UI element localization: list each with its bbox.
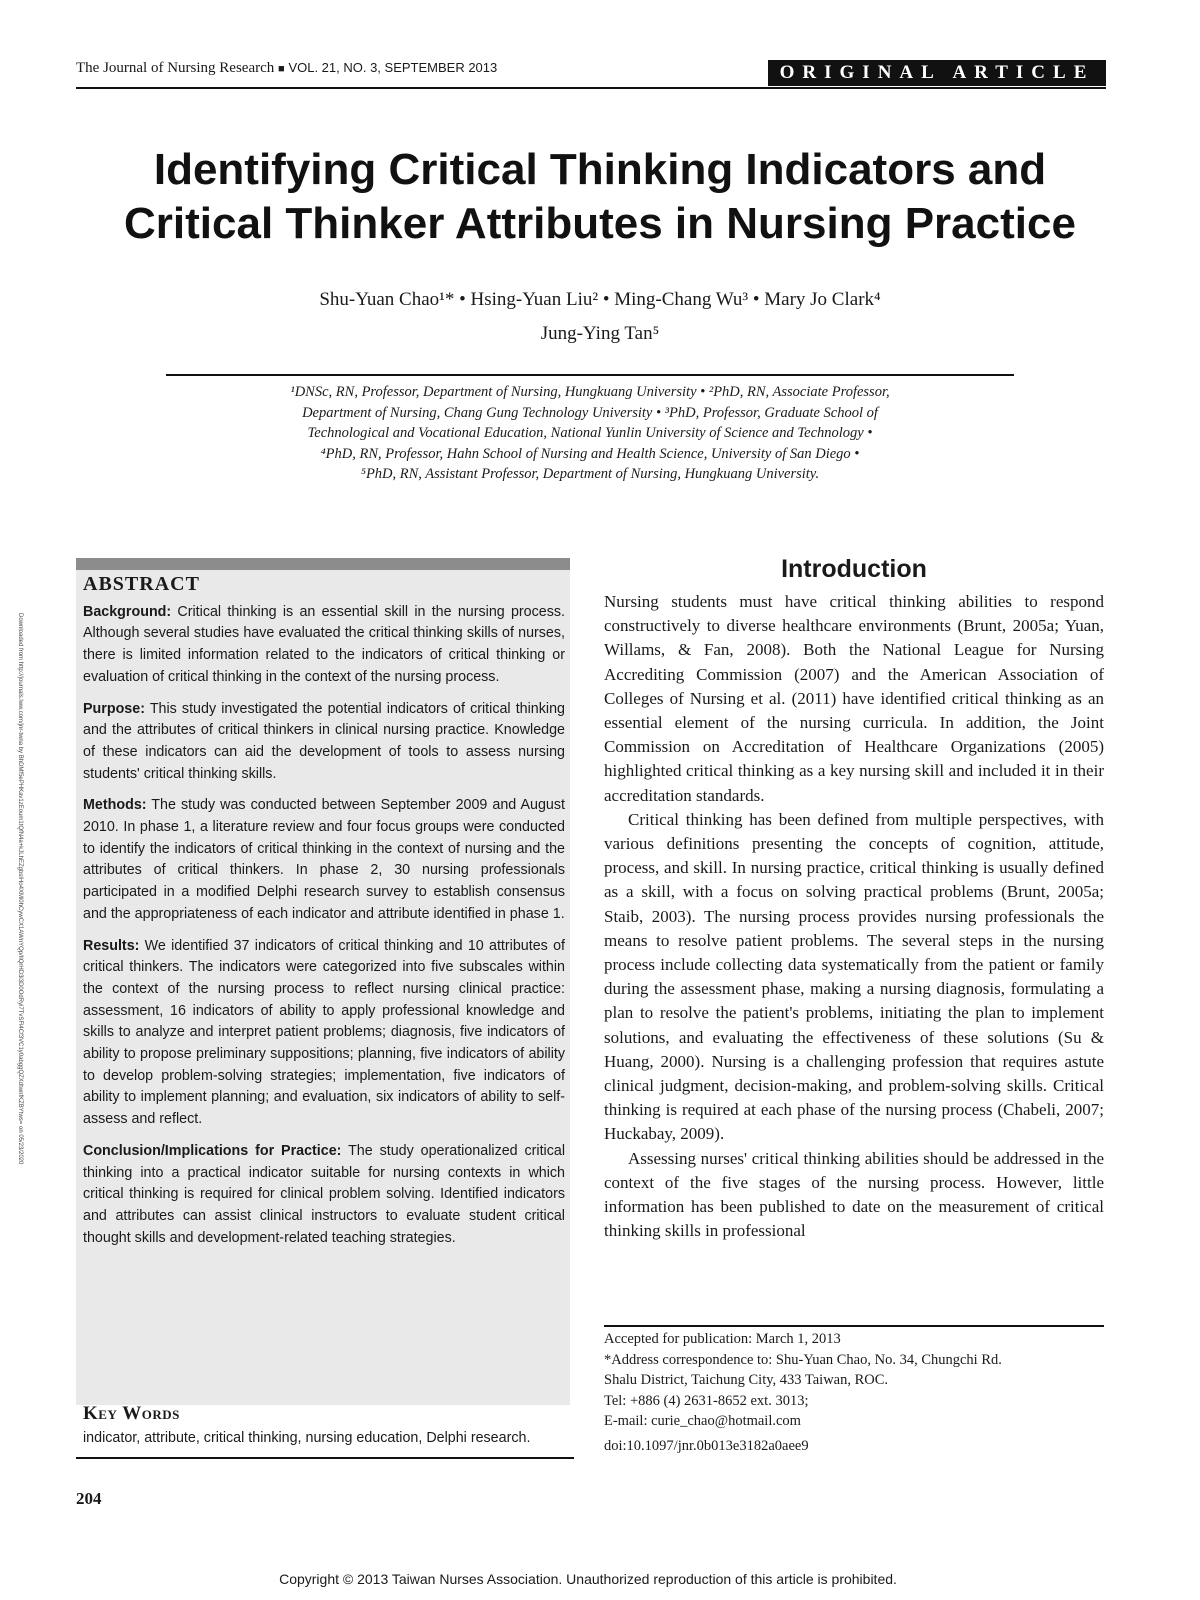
affiliation-line: ⁴PhD, RN, Professor, Hahn School of Nursing and Health Science, University of San Diego • xyxy=(320,445,860,462)
authors-line-2: Jung-Ying Tan⁵ xyxy=(540,323,660,344)
abstract-methods xyxy=(83,795,565,925)
abstract-top-bar xyxy=(76,558,570,570)
title-line-1: Identifying Critical Thinking Indicators and xyxy=(153,145,1047,194)
keywords-heading: Key Words xyxy=(83,1403,180,1424)
copyright-notice: Copyright © 2013 Taiwan Nurses Association. Unauthorized reproduction of this article is prohibited. xyxy=(279,1571,897,1587)
intro-paragraph: Critical thinking has been defined from multiple perspectives, with various definitions presenting the concepts of cognition, attitude, process, and skill. In nursing practice, critical thinking is usually defined as a skill, with a focus on solving practical problems (Brunt, 2005a; Staib, 2003). The nursing process provides nursing professionals the means to resolve patient problems. The several steps in the nursing process include collecting data systematically from the patient or family during the assessment phase, making a nursing diagnosis, formulating a plan to resolve the patient's problems, initiating the plan to implement solutions, and evaluating the effectiveness of these solutions (Su & Huang, 2000). Nursing is a challenging profession that requires astute clinical judgment, decision-making, and problem-solving skills. Critical thinking is required at each phase of the nursing process (Chabeli, 2007; Huckabay, 2009). xyxy=(604,809,1104,1144)
authors-line-1: Shu-Yuan Chao¹* • Hsing-Yuan Liu² • Ming-Chang Wu³ • Mary Jo Clark⁴ xyxy=(319,289,881,310)
abstract-heading: ABSTRACT xyxy=(83,573,200,595)
footnote xyxy=(604,1329,1104,1432)
article-title xyxy=(60,143,1140,251)
authors xyxy=(100,283,1100,351)
volume-info: VOL. 21, NO. 3, SEPTEMBER 2013 xyxy=(288,60,498,75)
abstract-background xyxy=(83,602,565,689)
affiliations xyxy=(150,382,1030,485)
journal-name: The Journal of Nursing Research xyxy=(76,60,275,76)
para-text: This study investigated the potential indicators of critical thinking and the attributes of critical thinkers in clinical nursing practice. Knowledge of these indicators can aid the development of tools to assess nursing students' critical thinking skills. xyxy=(83,700,565,782)
para-label: Methods: xyxy=(83,797,147,814)
correspondence-address: *Address correspondence to: Shu-Yuan Chao, No. 34, Chungchi Rd. xyxy=(604,1351,1002,1368)
abstract-conclusion xyxy=(83,1141,565,1250)
affiliation-line: Technological and Vocational Education, National Yunlin University of Science and Technology • xyxy=(307,425,873,441)
para-label: Purpose: xyxy=(83,700,145,717)
para-text: The study was conducted between September 2009 and August 2010. In phase 1, a literature review and four focus groups were conducted to identify the indicators of critical thinking in the context of nursing and the attributes of critical thinkers. In phase 2, 30 nursing professionals participated in a modified Delphi research survey to establish consensus and the appropriateness of each indicator and attribute identified in phase 1. xyxy=(83,797,565,922)
intro-paragraph: Assessing nurses' critical thinking abilities should be addressed in the context of the five stages of the nursing process. However, little information has been published to date on the measurement of critical thinking skills in professional xyxy=(604,1148,1104,1241)
para-label: Results: xyxy=(83,937,140,954)
accepted-date: Accepted for publication: March 1, 2013 xyxy=(604,1331,841,1347)
footnote-rule xyxy=(604,1325,1104,1327)
affiliation-line: ¹DNSc, RN, Professor, Department of Nursing, Hungkuang University • ²PhD, RN, Associate Professor, xyxy=(290,384,890,400)
affiliation-rule xyxy=(166,374,1014,376)
header-rule xyxy=(76,87,1106,89)
para-label: Conclusion/Implications for Practice: xyxy=(83,1142,342,1159)
para-text: Critical thinking is an essential skill in the nursing process. Although several studies have evaluated the critical thinking skills of nurses, there is limited information related to the indicators of critical thinking or evaluation of critical thinking in the context of the nursing process. xyxy=(83,603,565,685)
keywords: indicator, attribute, critical thinking, nursing education, Delphi research. xyxy=(83,1430,531,1446)
doi: doi:10.1097/jnr.0b013e3182a0aee9 xyxy=(604,1438,809,1454)
telephone: Tel: +886 (4) 2631-8652 ext. 3013; xyxy=(604,1392,809,1409)
introduction-heading: Introduction xyxy=(781,555,927,583)
affiliation-line: Department of Nursing, Chang Gung Technology University • ³PhD, Professor, Graduate School of xyxy=(302,404,878,421)
running-head xyxy=(76,60,497,77)
email: E-mail: curie_chao@hotmail.com xyxy=(604,1413,801,1429)
introduction-body xyxy=(604,590,1104,1243)
separator: ■ xyxy=(278,63,285,75)
para-text: We identified 37 indicators of critical thinking and 10 attributes of critical thinkers. The indicators were categorized into five subscales within the context of the nursing process to reflect nursing clinical practice: assessment, 16 indicators of ability to apply professional knowledge and skills to analyze and interpret patient problems; diagnosis, five indicators of ability to propose preliminary suppositions; planning, five indicators of ability to develop problem-solving strategies; implementation, five indicators of ability to implement planning; and evaluation, six indicators of ability to self-assess and reflect. xyxy=(83,937,565,1128)
title-line-2: Critical Thinker Attributes in Nursing Practice xyxy=(124,199,1076,248)
para-text: The study operationalized critical thinking into a practical indicator suitable for nursing contexts in which critical thinking is required for clinical problem solving. Identified indicators and attributes can assist clinical instructors to evaluate student critical thought skills and development-related teaching strategies. xyxy=(83,1142,566,1246)
intro-paragraph: Nursing students must have critical thinking abilities to respond constructively to diverse healthcare environments (Brunt, 2005a; Yuan, Willams, & Fan, 2008). Both the National League for Nursing Accrediting Commission (2007) and the American Association of Colleges of Nursing et al. (2011) have identified critical thinking as an essential element of the nursing curricula. In addition, the Joint Commission on Accreditation of Healthcare Organizations (2005) highlighted critical thinking as a key nursing skill and included it in their accreditation standards. xyxy=(604,592,1104,805)
abstract-purpose xyxy=(83,699,565,786)
download-stamp: Downloaded from http://journals.lww.com/jnr-twna by BhDMf5ePHKav1zEoum1tQfN4a+kJLhEZgbsIHo4XMi0hCywCX1AWnYQp/IlQrHD3i3D0OdRyi7TvSFl4Cf3VC1y0abggQZXdtwnfKZBYtws= on 05/23/2020 xyxy=(17,613,23,1165)
correspondence-address-2: Shalu District, Taichung City, 433 Taiwan, ROC. xyxy=(604,1372,889,1388)
para-label: Background: xyxy=(83,603,172,620)
section-badge: ORIGINAL ARTICLE xyxy=(768,60,1106,86)
abstract xyxy=(83,574,565,1259)
keywords-rule xyxy=(76,1457,574,1459)
abstract-results xyxy=(83,936,565,1131)
affiliation-line: ⁵PhD, RN, Assistant Professor, Department of Nursing, Hungkuang University. xyxy=(360,466,820,482)
page-number: 204 xyxy=(76,1489,102,1508)
